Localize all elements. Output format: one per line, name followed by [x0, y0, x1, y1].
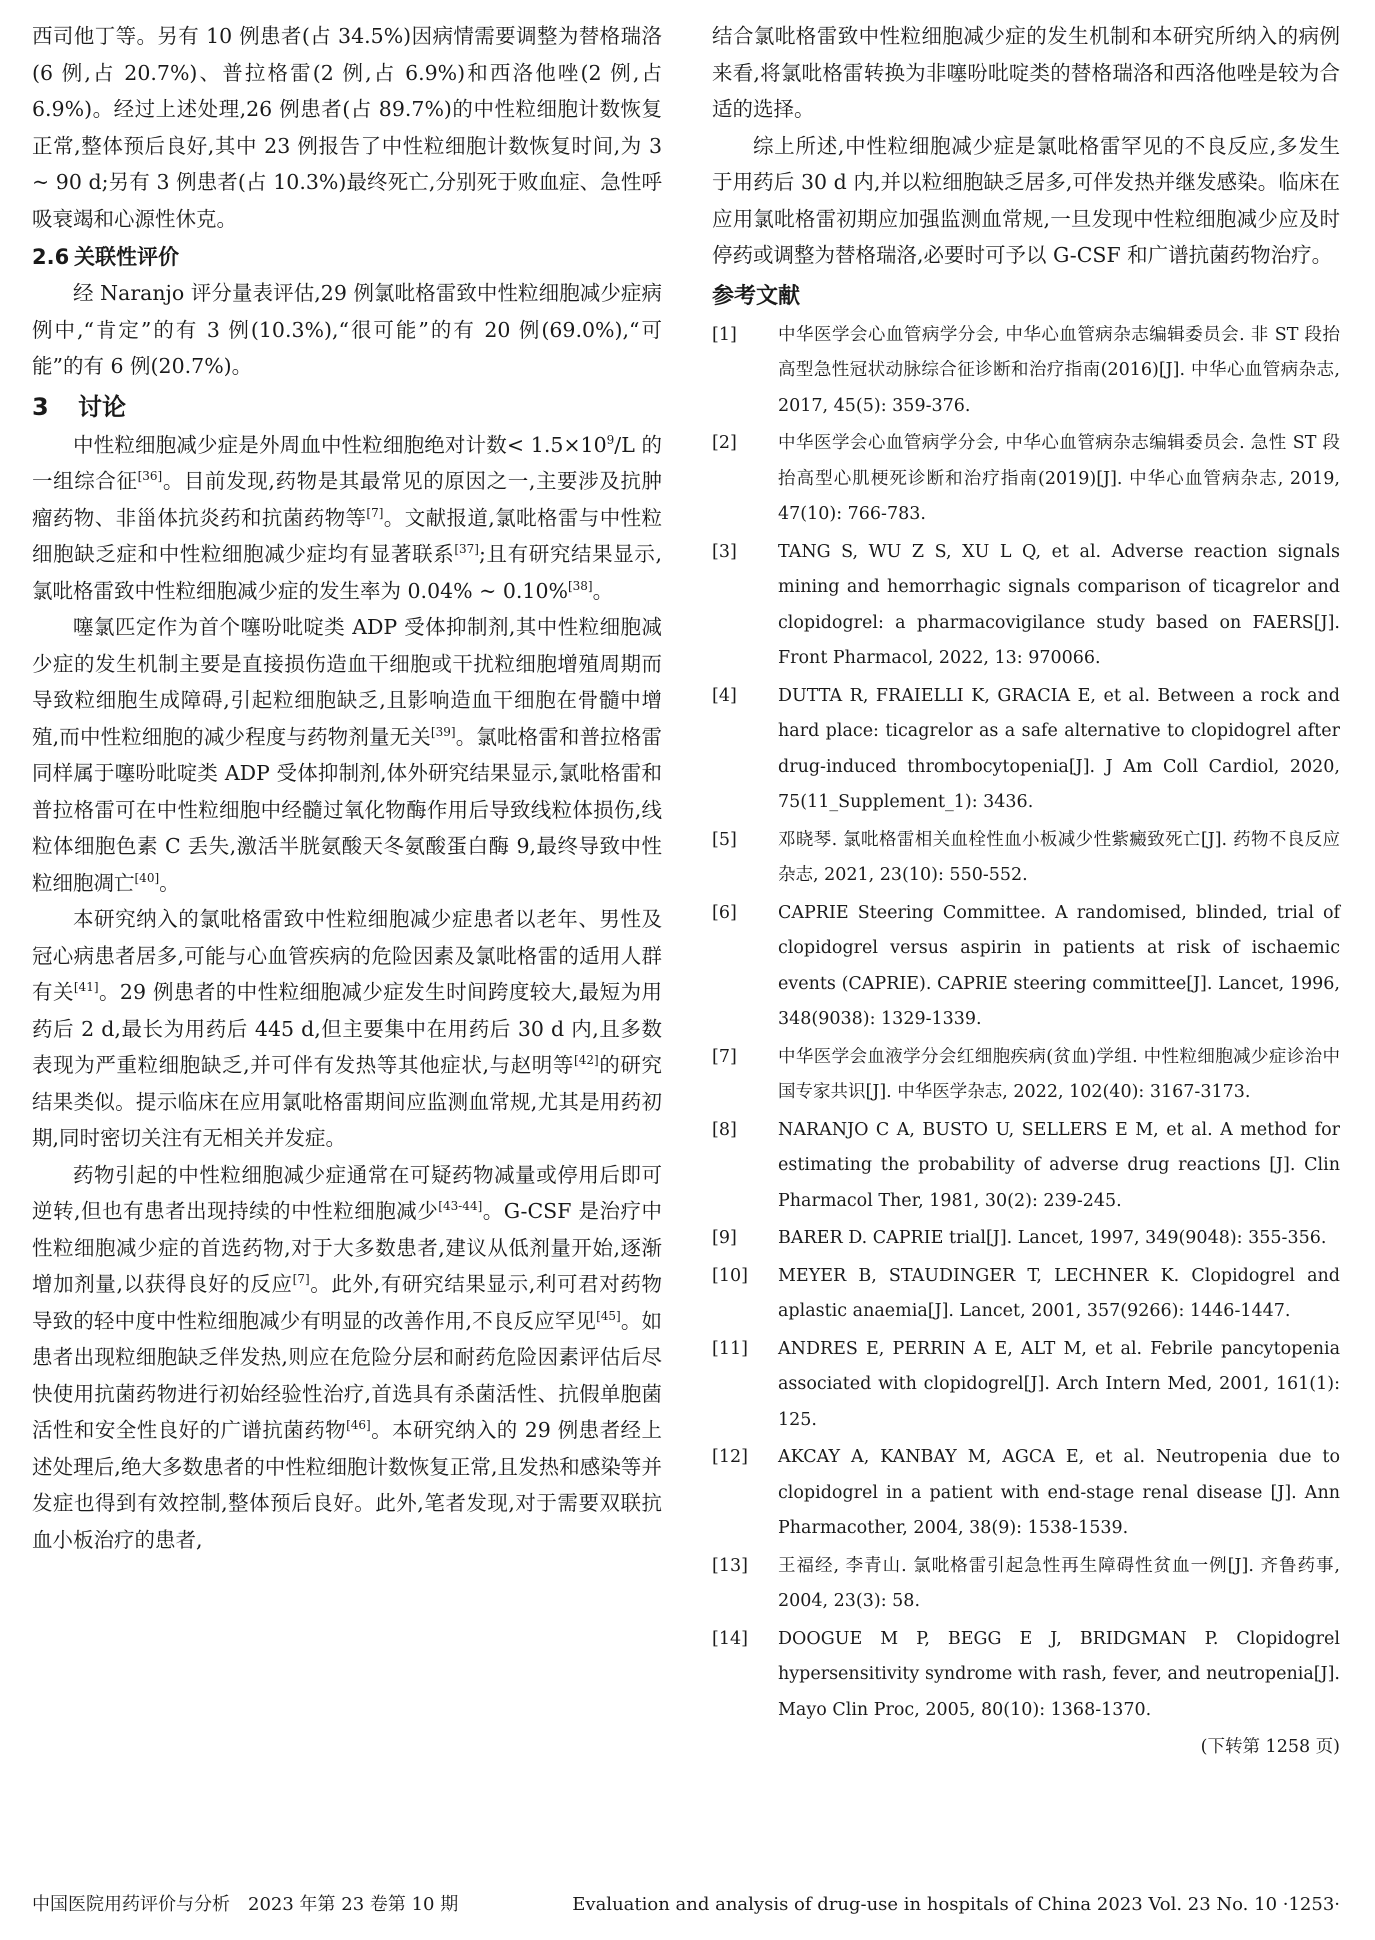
paragraph-discussion-4	[32, 1157, 662, 1559]
citation: [43-44]	[438, 1199, 483, 1214]
reference-number: [3]	[712, 541, 737, 562]
reference-item	[712, 1040, 1340, 1111]
text-run: 。目前发现,药物是其最常见的原因之一,主要涉及抗肿瘤药物、非甾体抗炎药和抗菌药物等	[32, 469, 662, 530]
reference-number: [5]	[712, 829, 737, 850]
reference-item	[712, 1332, 1340, 1439]
section-title: 讨论	[78, 392, 126, 421]
text-run: 。文献报道,氯吡格雷与中性粒细胞缺乏症和中性粒细胞减少症均有显著联系	[32, 505, 662, 566]
reference-text: 中华医学会血液学分会红细胞疾病(贫血)学组. 中性粒细胞减少症诊治中国专家共识[J]. 中华医学杂志, 2022, 102(40): 3167-3173.	[778, 1046, 1340, 1102]
section-heading-3	[32, 387, 662, 427]
paragraph-discussion-2	[32, 609, 662, 901]
reference-text: NARANJO C A, BUSTO U, SELLERS E M, et al. A method for estimating the probability of adverse drug reactions [J]. Clin Pharmacol Ther, 1981, 30(2): 239-245.	[778, 1119, 1340, 1211]
reference-text: BARER D. CAPRIE trial[J]. Lancet, 1997, 349(9048): 355-356.	[778, 1228, 1327, 1248]
text-run: 。G-CSF 是治疗中性粒细胞减少症的首选药物,对于大多数患者,建议从低剂量开始,逐渐增加剂量,以获得良好的反应	[32, 1199, 663, 1296]
reference-number: [14]	[712, 1628, 748, 1649]
section-number: 2.6	[32, 245, 70, 269]
footer-journal-en: Evaluation and analysis of drug-use in hospitals of China 2023 Vol. 23 No. 10 ·1253·	[572, 1894, 1340, 1915]
citation: [7]	[292, 1272, 310, 1287]
reference-item	[712, 1113, 1340, 1220]
citation: [45]	[596, 1308, 621, 1323]
paragraph-outcome: 西司他丁等。另有 10 例患者(占 34.5%)因病情需要调整为替格瑞洛(6 例,占 20.7%)、普拉格雷(2 例,占 6.9%)和西洛他唑(2 例,占 6.9%)。经过上述处理,26 例患者(占 89.7%)的中性粒细胞计数恢复正常,整体预后良好,其中 23 例报告了中性粒细胞计数恢复时间,为 3 ~ 90 d;另有 3 例患者(占 10.3%)最终死亡,分别死于败血症、急性呼吸衰竭和心源性休克。	[32, 24, 662, 231]
text-run: 。此外,有研究结果显示,利可君对药物导致的轻中度中性粒细胞减少有明显的改善作用,不良反应罕见	[32, 1272, 662, 1333]
reference-item	[712, 1221, 1340, 1257]
reference-text: 中华医学会心血管病学分会, 中华心血管病杂志编辑委员会. 非 ST 段抬高型急性冠状动脉综合征诊断和治疗指南(2016)[J]. 中华心血管病杂志, 2017, 45(5): 359-376.	[778, 324, 1340, 416]
reference-item	[712, 1440, 1340, 1547]
reference-item	[712, 318, 1340, 425]
text-run: 。氯吡格雷和普拉格雷同样属于噻吩吡啶类 ADP 受体抑制剂,体外研究结果显示,氯吡格雷和普拉格雷可在中性粒细胞中经髓过氧化物酶作用后导致线粒体损伤,线粒体细胞色素 C 丢失,激活半胱氨酸天冬氨酸蛋白酶 9,最终导致中性粒细胞凋亡	[32, 724, 663, 895]
section-title: 关联性评价	[74, 245, 179, 269]
text-run: 药物引起的中性粒细胞减少症通常在可疑药物减量或停用后即可逆转,但也有患者出现持续的中性粒细胞减少	[32, 1162, 662, 1223]
references-heading: 参考文献	[712, 283, 801, 309]
reference-number: [6]	[712, 902, 737, 923]
citation: [7]	[366, 505, 384, 520]
text-run: 。本研究纳入的 29 例患者经上述处理后,绝大多数患者的中性粒细胞计数恢复正常,且发热和感染等并发症也得到有效控制,整体预后良好。此外,笔者发现,对于需要双联抗血小板治疗的患者,	[32, 1418, 662, 1552]
citation: [46]	[346, 1418, 371, 1433]
citation: [41]	[73, 980, 99, 995]
reference-item	[712, 1259, 1340, 1330]
paragraph-continuation: 结合氯吡格雷致中性粒细胞减少症的发生机制和本研究所纳入的病例来看,将氯吡格雷转换为非噻吩吡啶类的替格瑞洛和西洛他唑是较为合适的选择。	[712, 24, 1340, 121]
reference-item	[712, 896, 1340, 1038]
text-run: 的研究结果类似。提示临床在应用氯吡格雷期间应监测血常规,尤其是用药初期,同时密切关注有无相关并发症。	[32, 1053, 663, 1150]
reference-number: [9]	[712, 1228, 737, 1248]
reference-item	[712, 426, 1340, 533]
paragraph-discussion-1	[32, 427, 662, 610]
paragraph-conclusion: 综上所述,中性粒细胞减少症是氯吡格雷罕见的不良反应,多发生于用药后 30 d 内,并以粒细胞缺乏居多,可伴发热并继发感染。临床在应用氯吡格雷初期应加强监测血常规,一旦发现中性粒细胞减少应及时停药或调整为替格瑞洛,必要时可予以 G-CSF 和广谱抗菌药物治疗。	[712, 133, 1340, 267]
reference-item	[712, 679, 1340, 821]
text-run: /L 的一组综合征	[32, 432, 662, 493]
reference-item	[712, 1622, 1340, 1729]
continued-note: (下转第 1258 页)	[1200, 1737, 1340, 1757]
citation: [36]	[137, 469, 163, 484]
text-run: 本研究纳入的氯吡格雷致中性粒细胞减少症患者以老年、男性及冠心病患者居多,可能与心血管疾病的危险因素及氯吡格雷的适用人群有关	[32, 907, 662, 1004]
footer-journal-cn: 中国医院用药评价与分析 2023 年第 23 卷第 10 期	[32, 1894, 459, 1915]
text-run: ;且有研究结果显示,氯吡格雷致中性粒细胞减少症的发生率为 0.04% ~ 0.10%	[32, 542, 662, 603]
text-run: 。如患者出现粒细胞缺乏伴发热,则应在危险分层和耐药危险因素评估后尽快使用抗菌药物进行初始经验性治疗,首选具有杀菌活性、抗假单胞菌活性和安全性良好的广谱抗菌药物	[32, 1308, 663, 1442]
reference-number: [13]	[712, 1555, 748, 1576]
reference-number: [7]	[712, 1046, 737, 1067]
text-run: 。	[592, 578, 614, 603]
citation: [38]	[567, 578, 593, 593]
reference-text: DUTTA R, FRAIELLI K, GRACIA E, et al. Between a rock and hard place: ticagrelor as a safe alternative to clopidogrel after drug-induced thrombocytopenia[J]. J Am Coll Cardiol, 2020, 75(11_Supplement_1): 3436.	[778, 685, 1340, 812]
reference-number: [4]	[712, 685, 737, 706]
reference-text: DOOGUE M P, BEGG E J, BRIDGMAN P. Clopidogrel hypersensitivity syndrome with rash, fever, and neutropenia[J]. Mayo Clin Proc, 2005, 80(10): 1368-1370.	[778, 1628, 1340, 1720]
reference-number: [10]	[712, 1265, 748, 1286]
reference-number: [11]	[712, 1338, 748, 1359]
reference-text: TANG S, WU Z S, XU L Q, et al. Adverse reaction signals mining and hemorrhagic signals comparison of ticagrelor and clopidogrel: a pharmacovigilance study based on FAERS[J]. Front Pharmacol, 2022, 13: 970066.	[778, 541, 1340, 668]
reference-text: 王福经, 李青山. 氯吡格雷引起急性再生障碍性贫血一例[J]. 齐鲁药事, 2004, 23(3): 58.	[778, 1555, 1340, 1611]
text-run: 。29 例患者的中性粒细胞减少症发生时间跨度较大,最短为用药后 2 d,最长为用药后 445 d,但主要集中在用药后 30 d 内,且多数表现为严重粒细胞缺乏,并可伴有发热等其他症状,与赵明等	[32, 980, 663, 1077]
reference-text: ANDRES E, PERRIN A E, ALT M, et al. Febrile pancytopenia associated with clopidogrel[J]. Arch Intern Med, 2001, 161(1): 125.	[778, 1338, 1340, 1430]
reference-number: [12]	[712, 1447, 748, 1467]
reference-number: [1]	[712, 324, 737, 345]
text-run: 噻氯匹定作为首个噻吩吡啶类 ADP 受体抑制剂,其中性粒细胞减少症的发生机制主要是直接损伤造血干细胞或干扰粒细胞增殖周期而导致粒细胞生成障碍,引起粒细胞缺乏,且影响造血干细胞在骨髓中增殖,而中性粒细胞的减少程度与药物剂量无关	[32, 615, 662, 749]
reference-item	[712, 535, 1340, 677]
reference-text: 邓晓琴. 氯吡格雷相关血栓性血小板减少性紫癜致死亡[J]. 药物不良反应杂志, 2021, 23(10): 550-552.	[778, 829, 1340, 885]
citation: [39]	[430, 724, 456, 739]
right-column	[712, 18, 1340, 1764]
reference-number: [8]	[712, 1119, 737, 1140]
paragraph-discussion-3	[32, 901, 662, 1157]
text-run: 中性粒细胞减少症是外周血中性粒细胞绝对计数< 1.5×10	[73, 432, 607, 457]
citation: [40]	[134, 870, 160, 885]
reference-number: [2]	[712, 433, 737, 453]
citation: [37]	[454, 542, 479, 557]
exponent: 9	[606, 432, 615, 447]
reference-text: 中华医学会心血管病学分会, 中华心血管病杂志编辑委员会. 急性 ST 段抬高型心肌梗死诊断和治疗指南(2019)[J]. 中华心血管病杂志, 2019, 47(10): 766-783.	[778, 433, 1340, 524]
paragraph-naranjo: 经 Naranjo 评分量表评估,29 例氯吡格雷致中性粒细胞减少症病例中,“肯定”的有 3 例(10.3%),“很可能”的有 20 例(69.0%),“可能”的有 6 例(20.7%)。	[32, 281, 662, 378]
left-column	[32, 18, 662, 1558]
reference-item	[712, 1549, 1340, 1620]
section-heading-2-6	[32, 239, 662, 275]
references-list	[712, 318, 1340, 1729]
reference-text: MEYER B, STAUDINGER T, LECHNER K. Clopidogrel and aplastic anaemia[J]. Lancet, 2001, 357(9266): 1446-1447.	[778, 1265, 1340, 1321]
citation: [42]	[574, 1053, 599, 1068]
text-run: 。	[159, 870, 180, 895]
section-number: 3	[32, 392, 49, 421]
reference-text: CAPRIE Steering Committee. A randomised, blinded, trial of clopidogrel versus aspirin in patients at risk of ischaemic events (CAPRIE). CAPRIE steering committee[J]. Lancet, 1996, 348(9038): 1329-1339.	[778, 902, 1340, 1029]
reference-text: AKCAY A, KANBAY M, AGCA E, et al. Neutropenia due to clopidogrel in a patient with end-stage renal disease [J]. Ann Pharmacother, 2004, 38(9): 1538-1539.	[778, 1447, 1340, 1538]
reference-item	[712, 823, 1340, 894]
